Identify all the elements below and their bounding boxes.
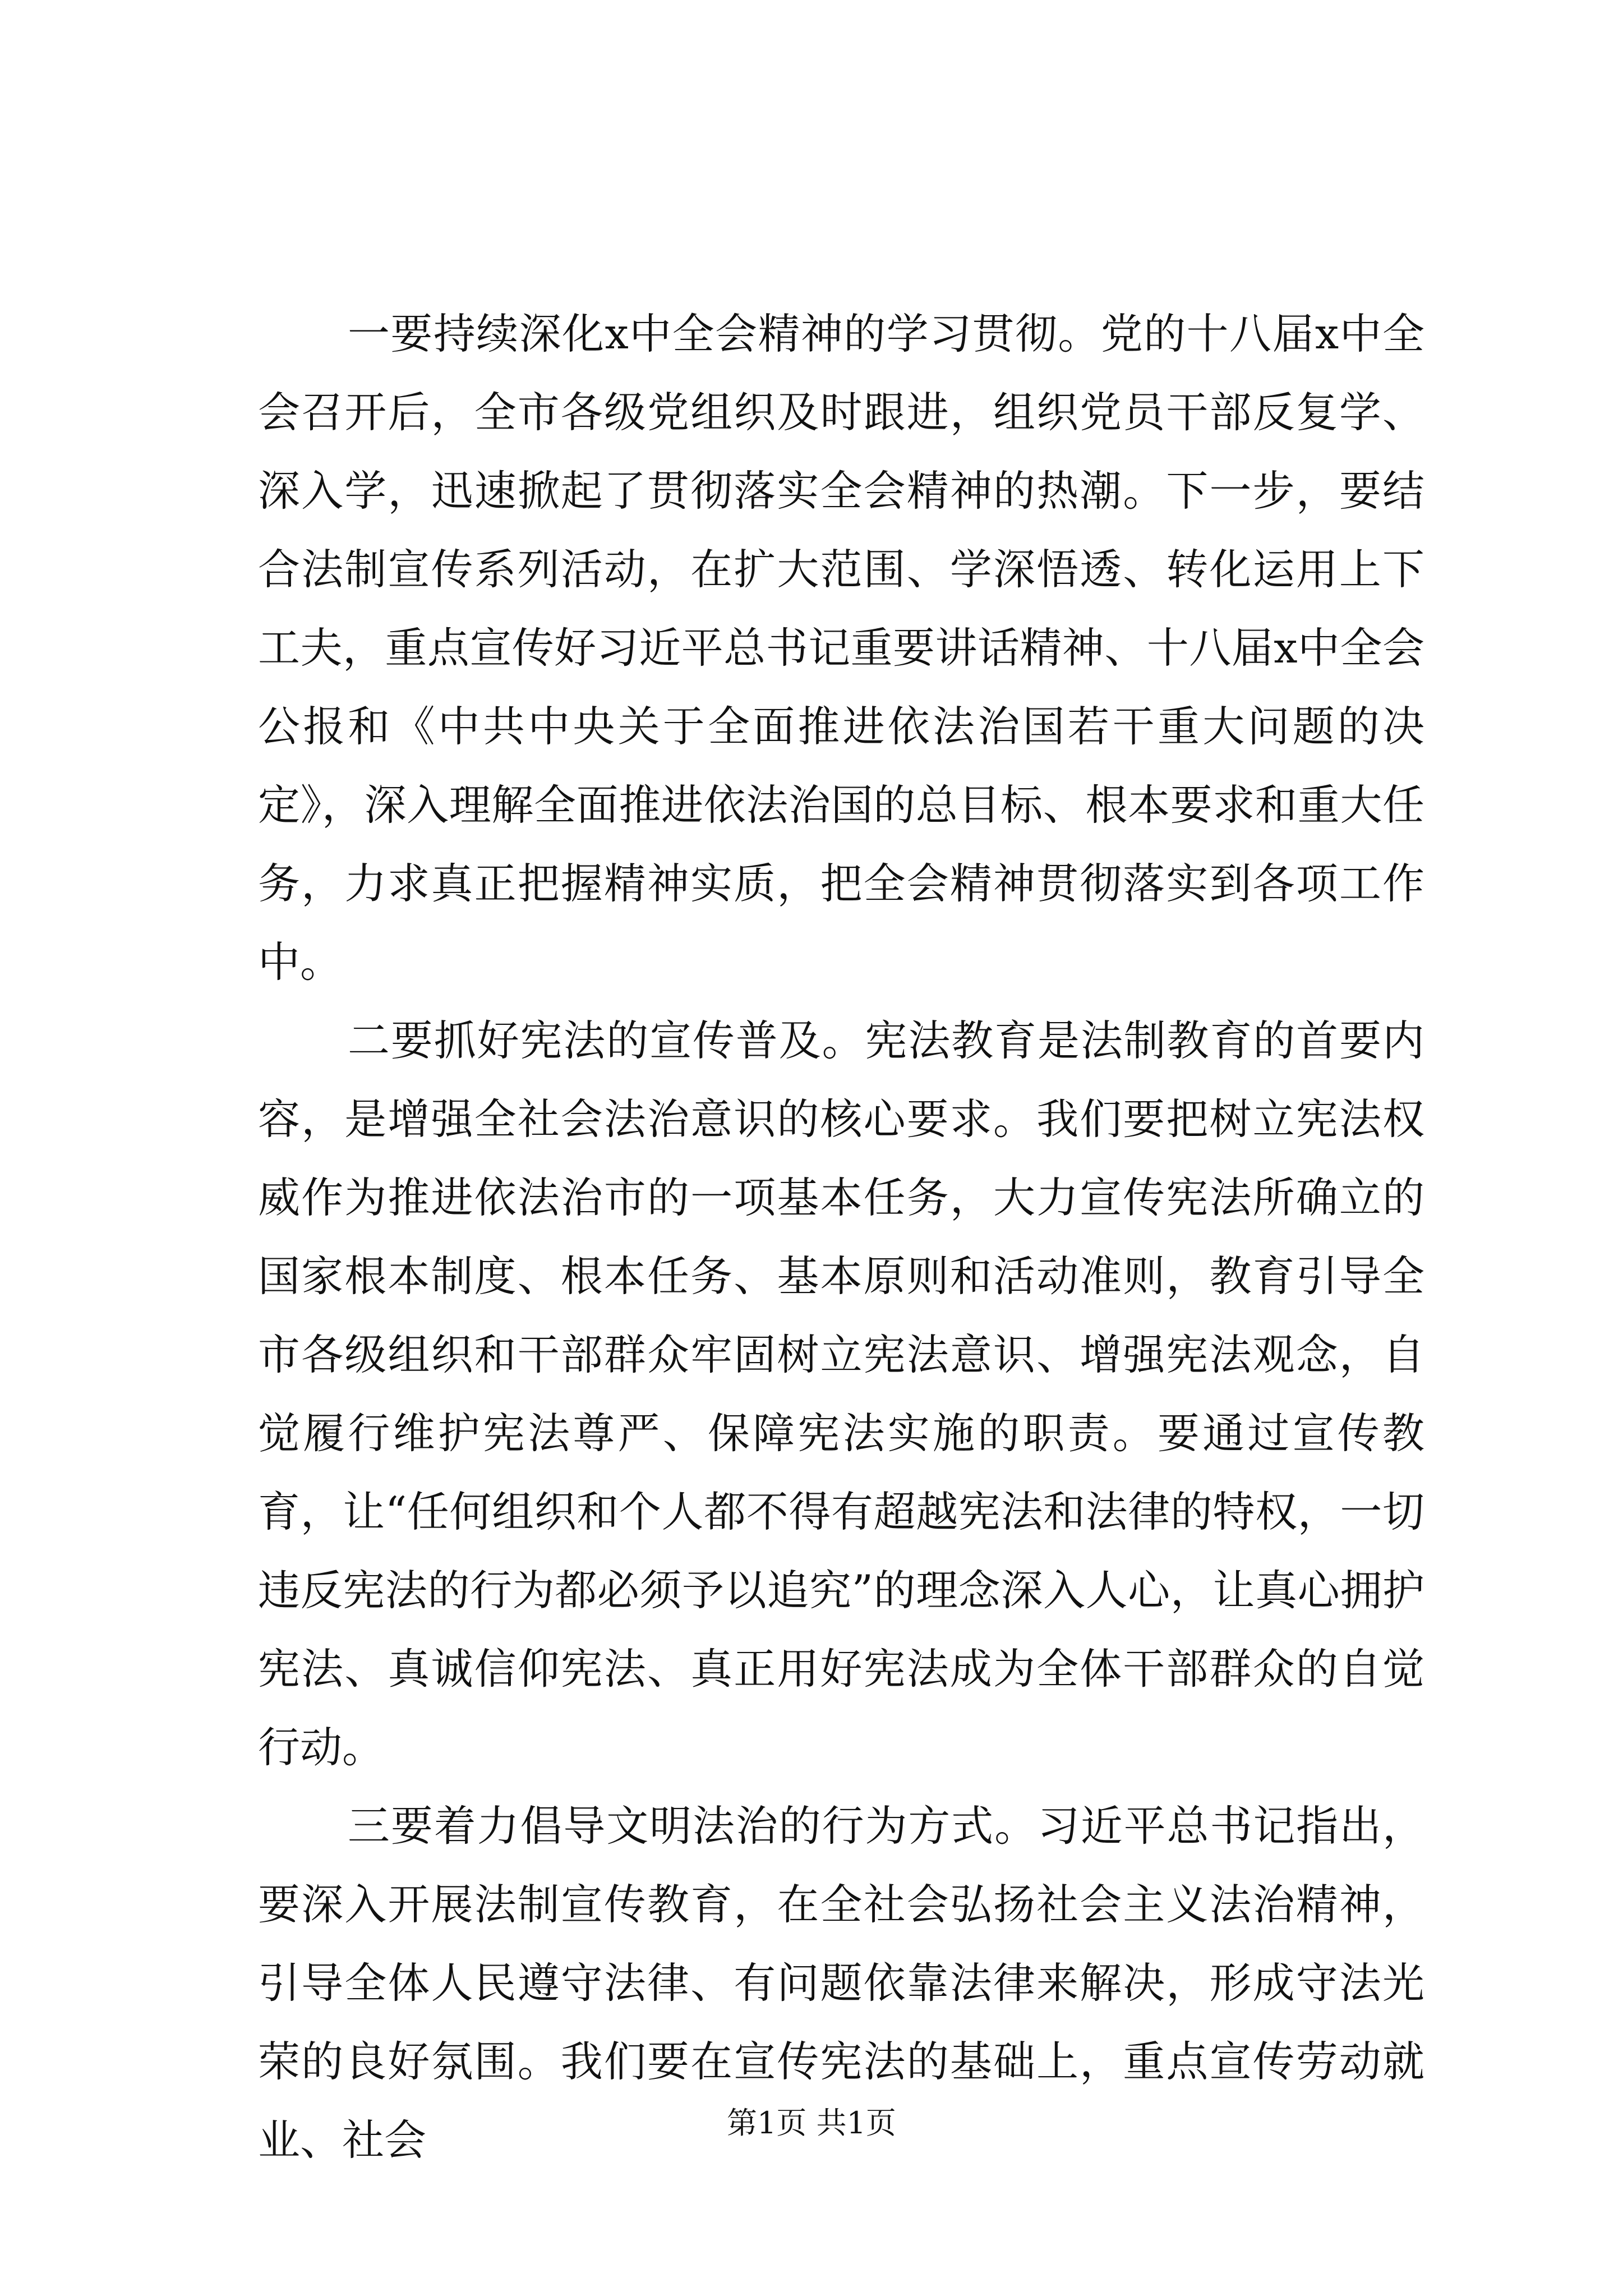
- paragraph-3: 三要着力倡导文明法治的行为方式。习近平总书记指出，要深入开展法制宣传教育，在全社会弘扬社会主义法治精神，引导全体人民遵守法律、有问题依靠法律来解决，形成守法光荣的良好氛围。我们要在宣传宪法的基础上，重点宣传劳动就业、社会: [258, 1801, 1424, 2165]
- document-body: [258, 295, 1424, 2179]
- paragraph-2: 二要抓好宪法的宣传普及。宪法教育是法制教育的首要内容，是增强全社会法治意识的核心要求。我们要把树立宪法权威作为推进依法治市的一项基本任务，大力宣传宪法所确立的国家根本制度、根本任务、基本原则和活动准则，教育引导全市各级组织和干部群众牢固树立宪法意识、增强宪法观念，自觉履行维护宪法尊严、保障宪法实施的职责。要通过宣传教育，让“任何组织和个人都不得有超越宪法和法律的特权，一切违反宪法的行为都必须予以追究”的理念深入人心，让真心拥护宪法、真诚信仰宪法、真正用好宪法成为全体干部群众的自觉行动。: [258, 1016, 1424, 1772]
- paragraph-1: 一要持续深化x中全会精神的学习贯彻。党的十八届x中全会召开后，全市各级党组织及时跟进，组织党员干部反复学、深入学，迅速掀起了贯彻落实全会精神的热潮。下一步，要结合法制宣传系列活动，在扩大范围、学深悟透、转化运用上下工夫，重点宣传好习近平总书记重要讲话精神、十八届x中全会公报和《中共中央关于全面推进依法治国若干重大问题的决定》，深入理解全面推进依法治国的总目标、根本要求和重大任务，力求真正把握精神实质，把全会精神贯彻落实到各项工作中。: [258, 309, 1424, 987]
- page-footer: 第1页 共1页: [727, 2105, 896, 2141]
